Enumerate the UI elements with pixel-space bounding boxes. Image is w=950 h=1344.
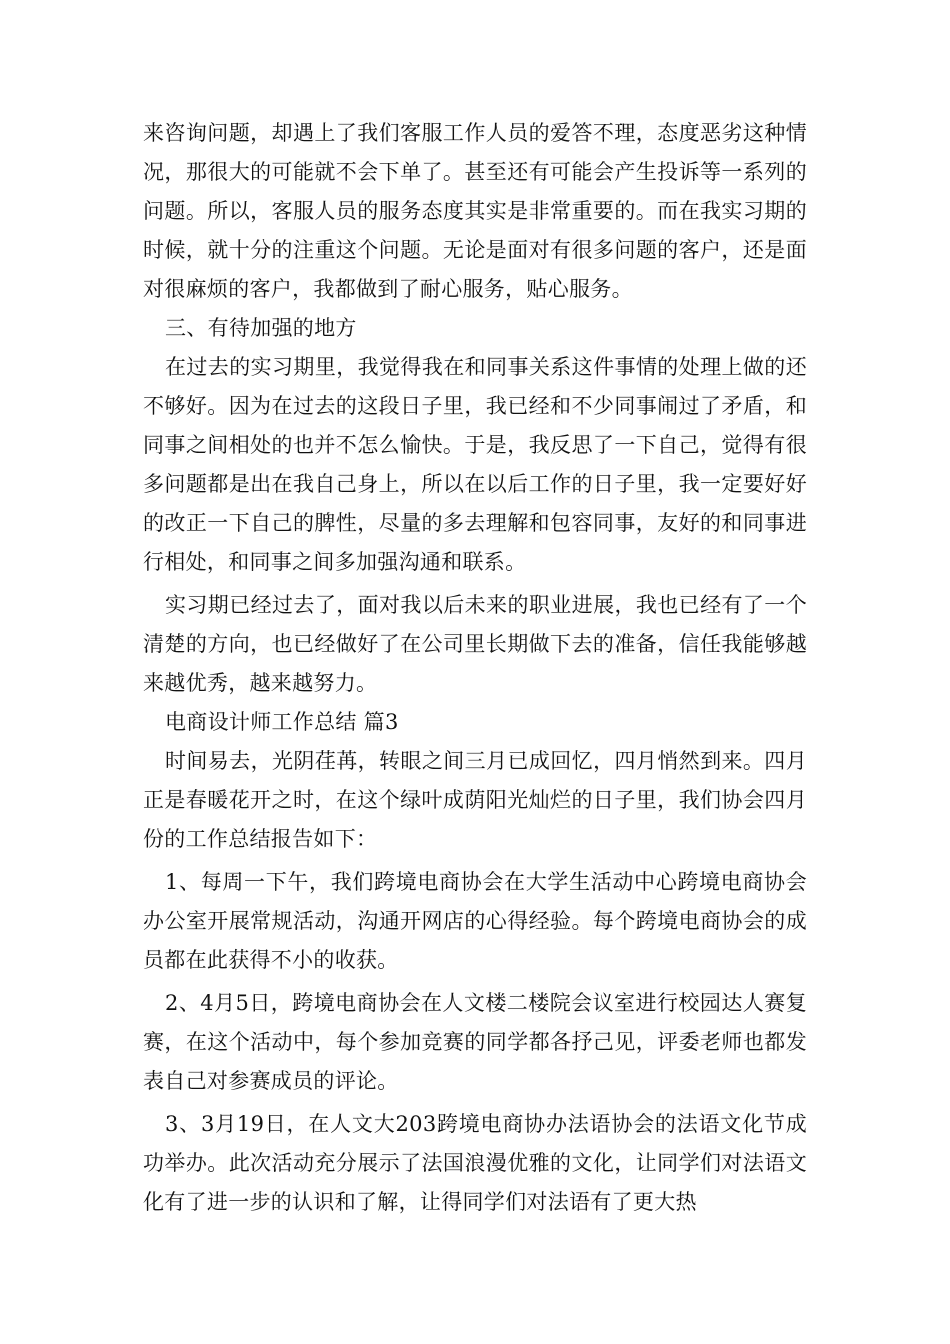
- paragraph-april-intro: 时间易去，光阴荏苒，转眼之间三月已成回忆，四月悄然到来。四月正是春暖花开之时，在这个绿叶成荫阳光灿烂的日子里，我们协会四月份的工作总结报告如下：: [143, 749, 807, 851]
- paragraph-colleague-relations: 在过去的实习期里，我觉得我在和同事关系这件事情的处理上做的还不够好。因为在过去的这段日子里，我已经和不少同事闹过了矛盾，和同事之间相处的也并不怎么愉快。于是，我反思了一下自己，觉得有很多问题都是出在我自己身上，所以在以后工作的日子里，我一定要好好的改正一下自己的脾性，尽量的多去理解和包容同事，友好的和同事进行相处，和同事之间多加强沟通和联系。: [143, 355, 807, 574]
- article-title-part3: 电商设计师工作总结 篇3: [165, 710, 399, 734]
- document-body: [143, 114, 807, 1222]
- paragraph-customer-service: 来咨询问题，却遇上了我们客服工作人员的爱答不理，态度恶劣这种情况，那很大的可能就不会下单了。甚至还有可能会产生投诉等一系列的问题。所以，客服人员的服务态度其实是非常重要的。而在我实习期的时候，就十分的注重这个问题。无论是面对有很多问题的客户，还是面对很麻烦的客户，我都做到了耐心服务，贴心服务。: [143, 121, 807, 301]
- section-heading-improvements: 三、有待加强的地方: [165, 316, 357, 340]
- list-item-talent-contest: 2、4月5日，跨境电商协会在人文楼二楼院会议室进行校园达人赛复赛，在这个活动中，每个参加竞赛的同学都各抒己见，评委老师也都发表自己对参赛成员的评论。: [143, 991, 807, 1093]
- paragraph-career-direction: 实习期已经过去了，面对我以后未来的职业进展，我也已经有了一个清楚的方向，也已经做好了在公司里长期做下去的准备，信任我能够越来越优秀，越来越努力。: [143, 593, 807, 695]
- list-item-french-festival: 3、3月19日，在人文大203跨境电商协办法语协会的法语文化节成功举办。此次活动充分展示了法国浪漫优雅的文化，让同学们对法语文化有了进一步的认识和了解，让得同学们对法语有了更大热: [143, 1112, 807, 1214]
- list-item-weekly-activity: 1、每周一下午，我们跨境电商协会在大学生活动中心跨境电商协会办公室开展常规活动，沟通开网店的心得经验。每个跨境电商协会的成员都在此获得不小的收获。: [143, 870, 807, 972]
